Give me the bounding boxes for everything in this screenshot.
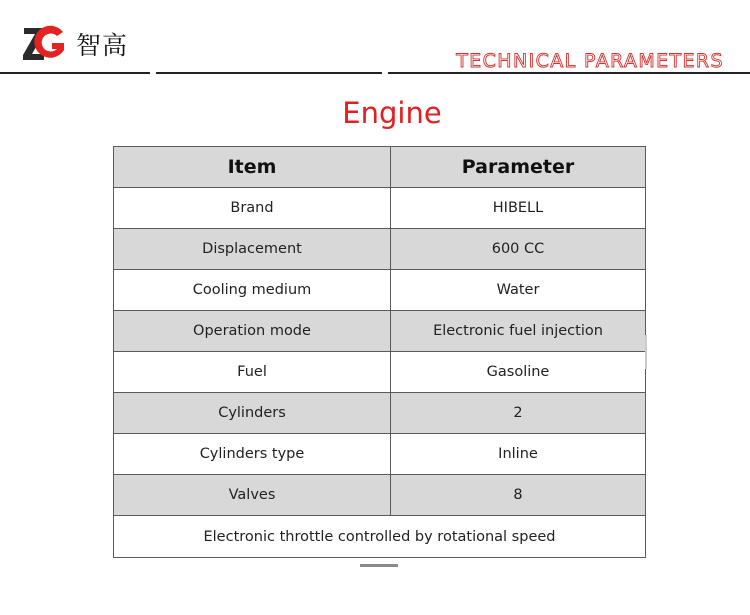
brand-name: 智高 — [76, 31, 129, 60]
row-parameter-cell: 2 — [391, 393, 646, 434]
row-item-cell: Valves — [114, 475, 391, 516]
bottom-artifact — [360, 564, 398, 567]
row-item-cell: Displacement — [114, 229, 391, 270]
engine-spec-table — [113, 146, 646, 558]
table-header-row — [114, 147, 646, 188]
row-item-cell: Brand — [114, 188, 391, 229]
table-footer-row — [114, 516, 646, 558]
row-item-cell: Fuel — [114, 352, 391, 393]
row-item-cell: Operation mode — [114, 311, 391, 352]
column-header-item: Item — [114, 147, 391, 188]
table-row — [114, 352, 646, 393]
table-row — [114, 188, 646, 229]
table-row — [114, 270, 646, 311]
row-parameter-cell: Electronic fuel injection — [391, 311, 646, 352]
row-item-cell: Cylinders — [114, 393, 391, 434]
row-parameter-cell: Water — [391, 270, 646, 311]
section-title: Engine — [342, 96, 442, 130]
header-divider-gap — [382, 72, 388, 74]
table-row — [114, 393, 646, 434]
row-parameter-cell: 600 CC — [391, 229, 646, 270]
row-parameter-cell: HIBELL — [391, 188, 646, 229]
row-item-cell: Cooling medium — [114, 270, 391, 311]
header-divider — [0, 72, 750, 74]
header-divider-gap — [150, 72, 156, 74]
row-parameter-cell: Inline — [391, 434, 646, 475]
row-parameter-cell: 8 — [391, 475, 646, 516]
table-row — [114, 475, 646, 516]
table-row — [114, 434, 646, 475]
technical-parameters-title: TECHNICAL PARAMETERS — [456, 50, 724, 72]
column-header-parameter: Parameter — [391, 147, 646, 188]
row-parameter-cell: Gasoline — [391, 352, 646, 393]
table-row — [114, 311, 646, 352]
footer-note-cell: Electronic throttle controlled by rotational speed — [114, 516, 646, 558]
edge-artifact — [645, 335, 647, 369]
zg-logo-icon — [22, 22, 66, 66]
table-row — [114, 229, 646, 270]
row-item-cell: Cylinders type — [114, 434, 391, 475]
brand-logo — [22, 22, 128, 66]
